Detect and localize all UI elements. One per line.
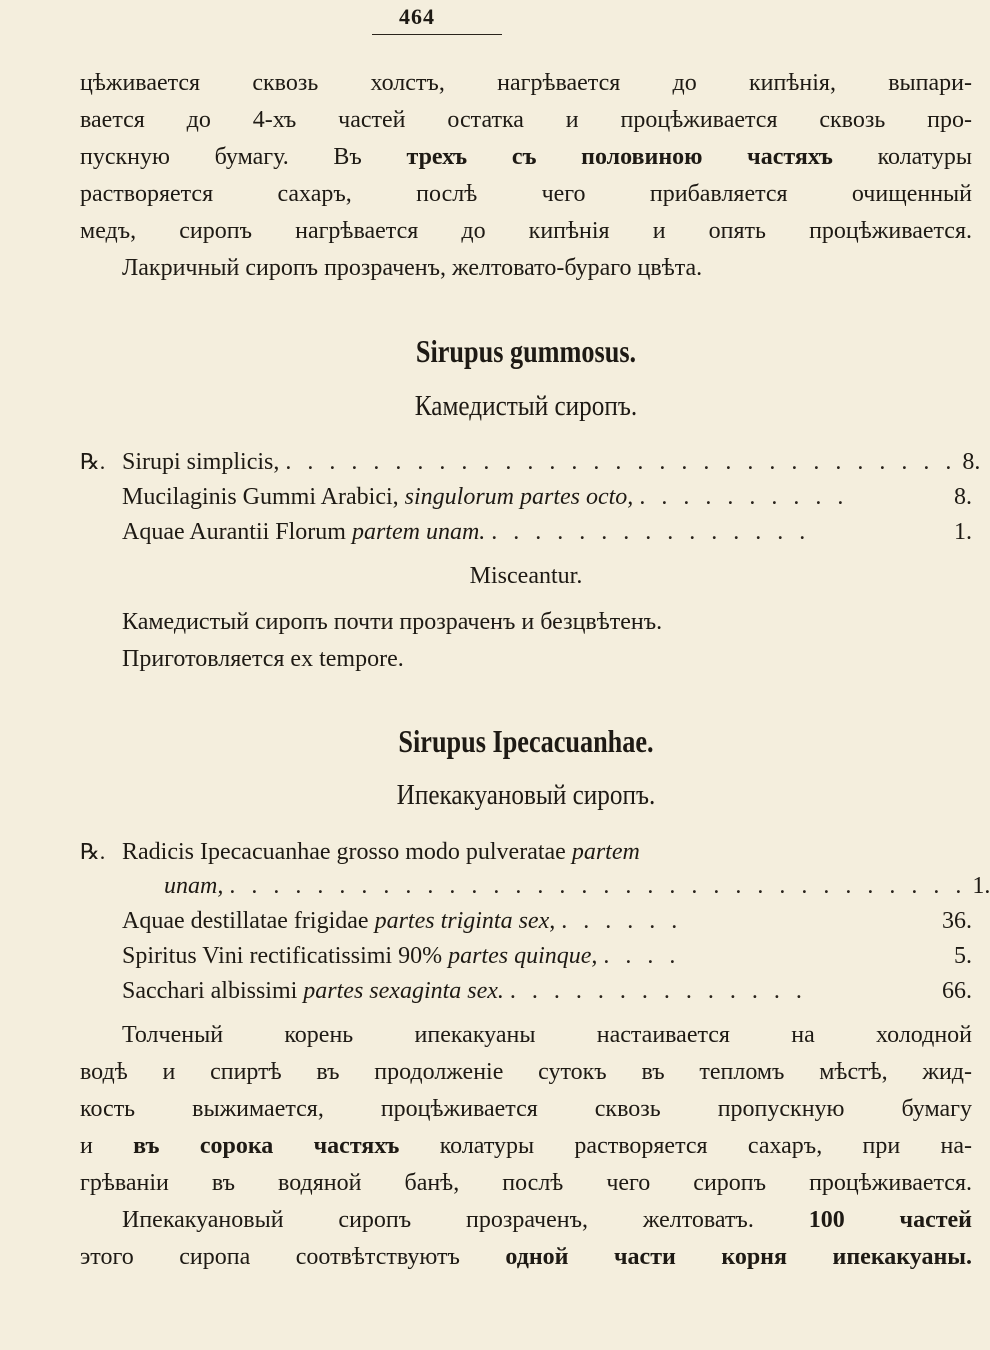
ingredient-name: Radicis Ipecacuanhae grosso modo pulveratae (122, 839, 566, 865)
recipe-symbol: ℞. (80, 839, 106, 864)
ingredient-qty: 8. (954, 484, 972, 510)
text-line: растворяется сахаръ, послѣ чего прибавляется очищенный (80, 181, 972, 207)
ingredient-name: Sirupi simplicis, (122, 449, 280, 475)
leader-dots: . . . . (603, 943, 681, 969)
section-subtitle: Ипекакуановый сиропъ. (396, 780, 656, 811)
text-line (80, 1127, 972, 1165)
text-run: этого сиропа соотвѣтствуютъ (80, 1244, 460, 1270)
text-line: цѣживается сквозь холстъ, нагрѣвается до кипѣнія, выпари- (80, 70, 972, 96)
page-number-rule (372, 34, 502, 35)
text-line: грѣваніи въ водяной банѣ, послѣ чего сиропъ процѣживается. (80, 1170, 972, 1196)
leader-dots: . . . . . . . . . . . . . . . (491, 519, 811, 545)
bold-run: трехъ съ половиною частяхъ (406, 144, 833, 170)
recipe-line (80, 902, 972, 940)
ingredient-qty: 8. (962, 449, 981, 475)
text-run: и (80, 1133, 93, 1159)
ingredient-note: unam, (164, 873, 224, 899)
text-line: кость выжимается, процѣживается сквозь пропускную бумагу (80, 1096, 972, 1122)
ingredient-note: partem (571, 839, 640, 865)
leader-dots: . . . . . . . . . . . . . . (509, 978, 807, 1004)
bold-run: одной части корня ипекакуаны. (505, 1244, 973, 1270)
leader-dots: . . . . . . . . . . . . . . . . . . . . . . . . . . . . . . . . . . (229, 873, 967, 899)
recipe-line (80, 513, 972, 551)
section-title: Sirupus gummosus. (415, 333, 637, 369)
recipe-line (80, 478, 972, 516)
text-line: медъ, сиропъ нагрѣвается до кипѣнія и опять процѣживается. (80, 218, 972, 244)
leader-dots: . . . . . . . . . . (639, 484, 849, 510)
ingredient-name: Sacchari albissimi (122, 978, 298, 1004)
text-line: вается до 4-хъ частей остатка и процѣживается сквозь про- (80, 107, 972, 133)
ingredient-qty: 5. (954, 943, 972, 969)
ingredient-name: Spiritus Vini rectificatissimi 90% (122, 943, 443, 969)
recipe-line (80, 867, 990, 905)
ingredient-note: partes triginta sex, (374, 908, 556, 934)
recipe-symbol: ℞. (80, 449, 106, 474)
ingredient-note: partem unam. (351, 519, 486, 545)
page-number: 464 (399, 4, 435, 29)
recipe-line (80, 833, 972, 871)
ingredient-qty: 1. (972, 873, 990, 899)
text-line (80, 138, 972, 176)
ingredient-qty: 66. (942, 978, 972, 1004)
recipe-line (80, 937, 972, 975)
ingredient-note: singulorum partes octo, (404, 484, 634, 510)
section-title: Sirupus Ipecacuanhae. (398, 723, 654, 759)
text-run: колатуры (877, 144, 973, 170)
text-line (80, 1201, 972, 1239)
recipe-line (80, 443, 981, 481)
ingredient-note: partes sexaginta sex. (303, 978, 504, 1004)
ingredient-note: partes quinque, (448, 943, 598, 969)
bold-run: въ сорока частяхъ (133, 1133, 400, 1159)
text-run: пускную бумагу. Въ (80, 144, 362, 170)
text-line: водѣ и спиртѣ въ продолженіе сутокъ въ тепломъ мѣстѣ, жид- (80, 1059, 972, 1085)
ingredient-qty: 1. (954, 519, 972, 545)
leader-dots: . . . . . . . . . . . . . . . . . . . . . . . . . . . . . . . (285, 449, 957, 475)
ingredient-qty: 36. (942, 908, 972, 934)
ingredient-name: Mucilaginis Gummi Arabici, (122, 484, 399, 510)
text-line (80, 1238, 972, 1276)
misceantur: Misceantur. (469, 563, 583, 589)
recipe-line (80, 972, 972, 1010)
section-subtitle: Камедистый сиропъ. (414, 391, 638, 422)
text-line: Лакричный сиропъ прозраченъ, желтовато-бураго цвѣта. (122, 255, 703, 281)
text-run: Ипекакуановый сиропъ прозраченъ, желтоватъ. (122, 1207, 754, 1233)
ingredient-name: Aquae Aurantii Florum (122, 519, 346, 545)
text-run: колатуры растворяется сахаръ, при на- (439, 1133, 973, 1159)
ingredient-name: Aquae destillatae frigidae (122, 908, 369, 934)
bold-run: 100 частей (808, 1207, 972, 1233)
leader-dots: . . . . . . (561, 908, 683, 934)
text-line: Камедистый сиропъ почти прозраченъ и безцвѣтенъ. (122, 609, 663, 635)
text-line: Приготовляется ex tempore. (122, 646, 404, 672)
text-line: Толченый корень ипекакуаны настаивается на холодной (122, 1022, 972, 1048)
